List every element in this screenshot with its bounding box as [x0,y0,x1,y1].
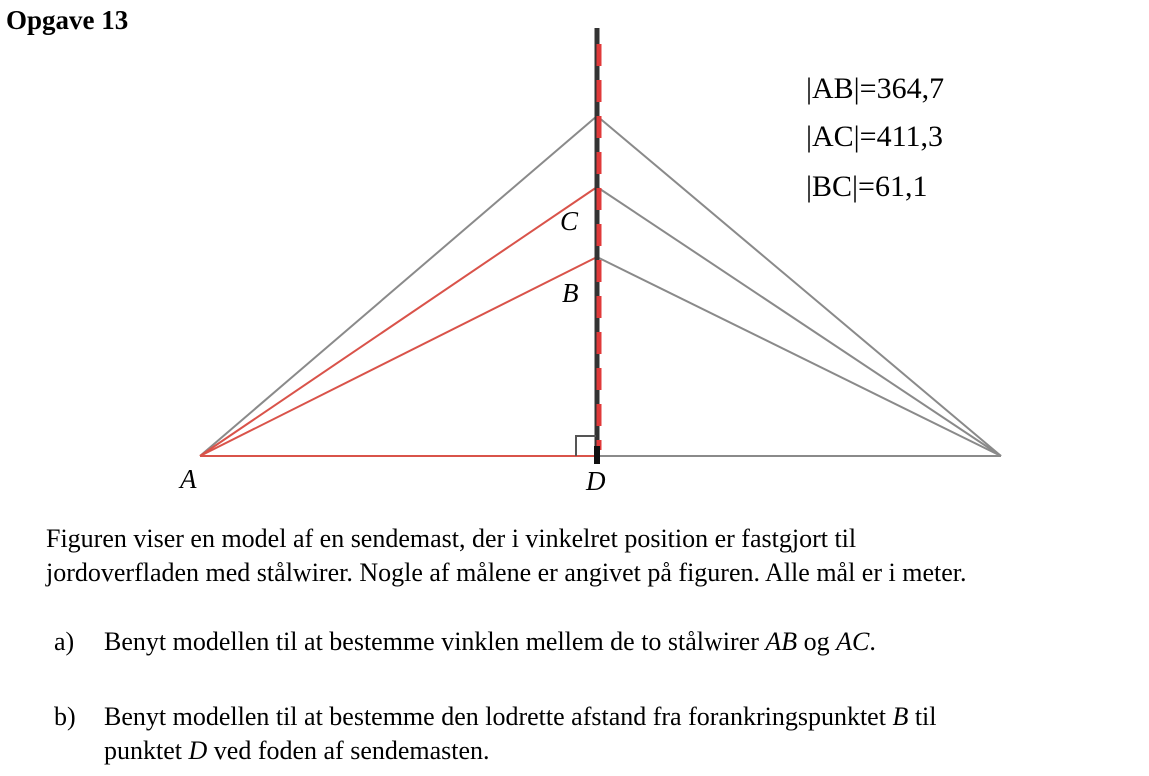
task-a-text [104,625,1104,659]
task-b-line-1 [104,700,1104,734]
task-a-label: a) [54,627,75,656]
task-b-var2: D [188,736,208,765]
task-b-end: ved foden af sendemasten. [207,736,490,765]
label-D: D [586,466,606,496]
intro-line-1: Figuren viser en model af en sendemast, der i vinkelret position er fastgjort til [46,524,857,553]
task-a-mid: og [797,627,837,656]
wire-right-middle [597,187,1001,456]
label-A: A [180,464,197,494]
right-angle-marker [576,436,596,456]
intro-text [46,522,1126,590]
task-b-line-2 [104,734,1104,768]
task-b-pre: Benyt modellen til at bestemme den lodrette afstand fra forankringspunktet [104,702,893,731]
task-a-pre: Benyt modellen til at bestemme vinklen mellem de to stålwirer [104,627,766,656]
task-a-end: . [869,627,876,656]
measure-AB: |AB|=364,7 [806,72,945,105]
task-b-line2-pre: punktet [104,736,189,765]
wire-AC [200,187,597,456]
task-b-label: b) [54,702,76,731]
measure-AC: |AC|=411,3 [806,120,943,153]
task-b-var1: B [892,702,909,731]
task-b-text [104,700,1104,768]
task-a-var2: AC [836,627,870,656]
task-b-mid: til [908,702,937,731]
exercise-title: Opgave 13 [6,5,129,35]
intro-line-2: jordoverfladen med stålwirer. Nogle af målene er angivet på figuren. Alle mål er i meter. [46,558,967,587]
label-B: B [562,278,579,308]
measure-BC: |BC|=61,1 [806,170,928,203]
label-C: C [560,206,579,236]
task-a-var1: AB [765,627,798,656]
